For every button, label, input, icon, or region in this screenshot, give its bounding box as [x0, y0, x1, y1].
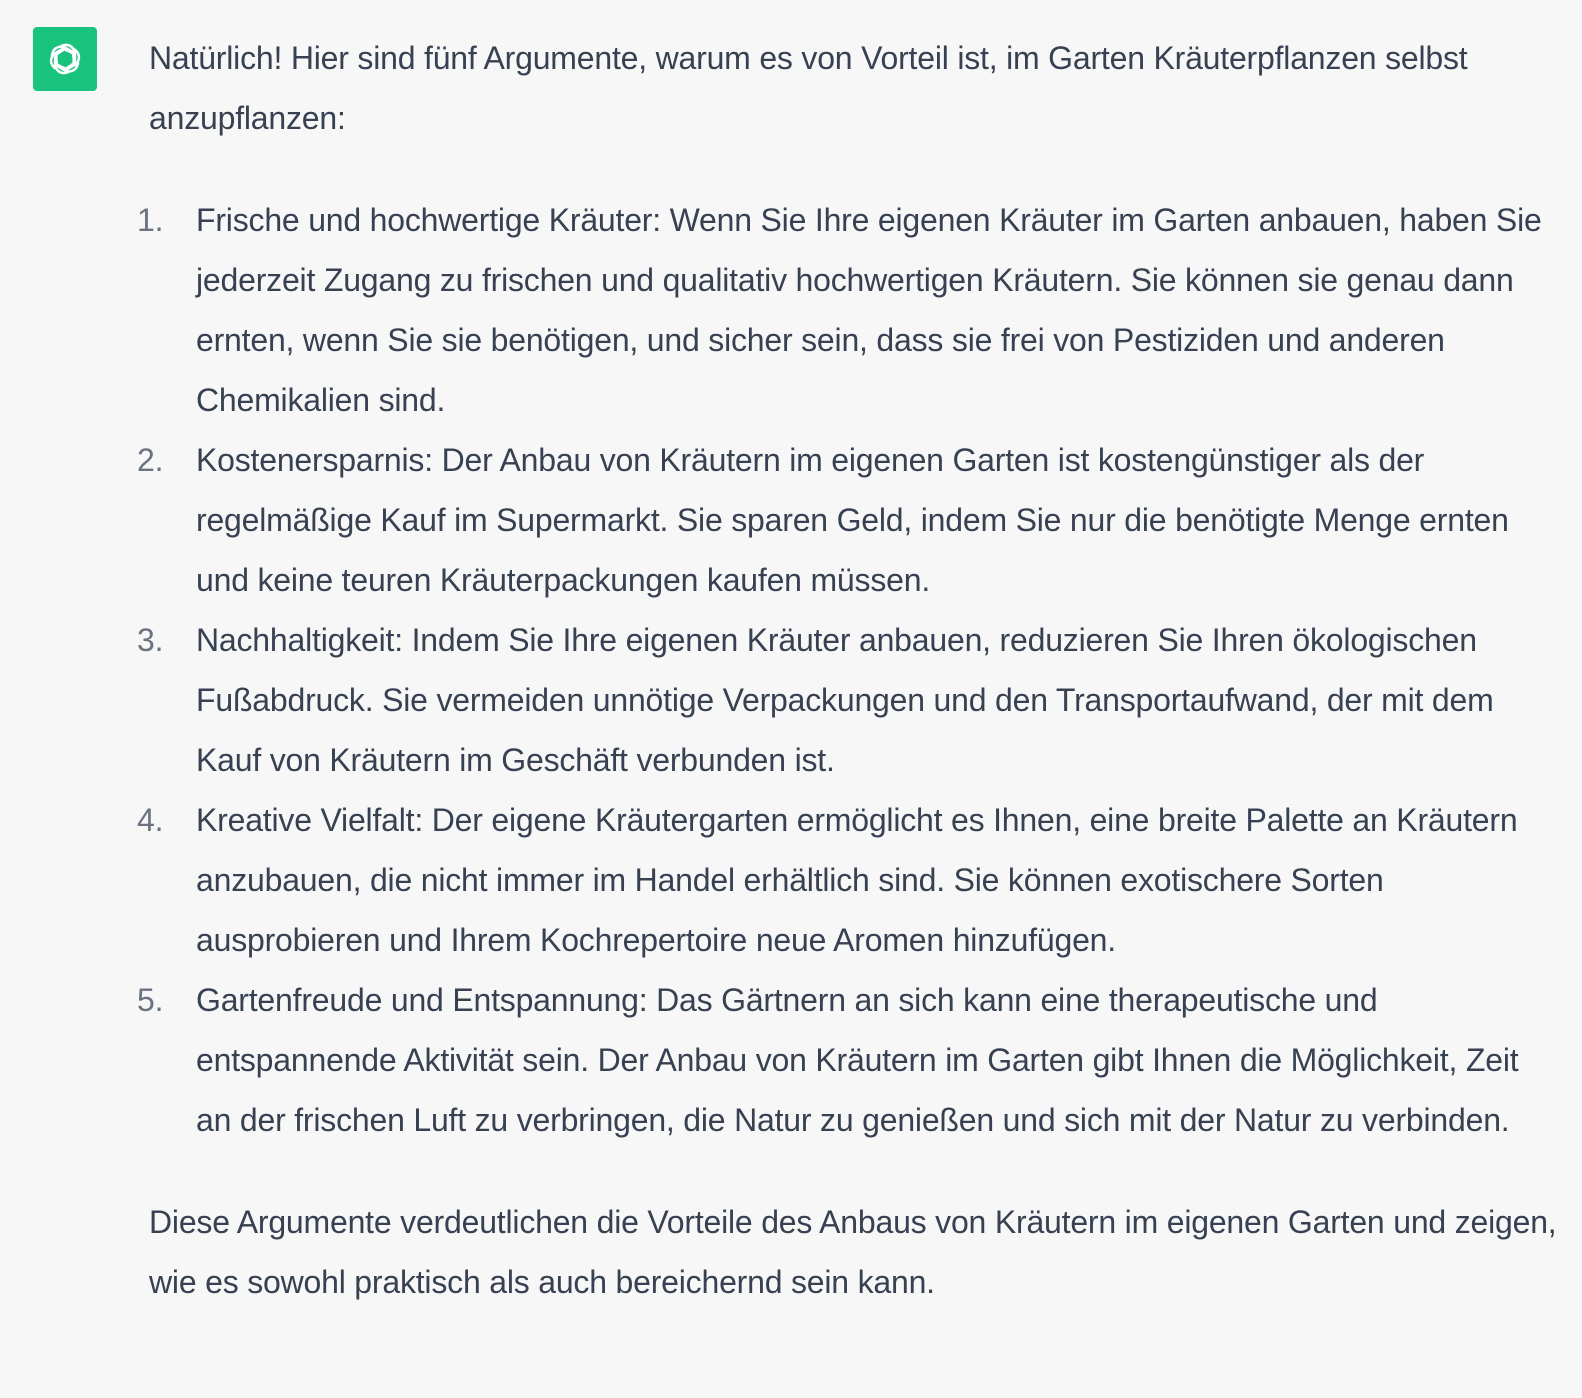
- openai-logo-icon: [44, 38, 86, 80]
- list-item-text: Kreative Vielfalt: Der eigene Kräutergarten ermöglicht es Ihnen, eine breite Palette an Kräutern anzubauen, die nicht immer im Handel erhältlich sind. Sie können exotischere Sorten ausprobieren und Ihrem Kochrepertoire neue Aromen hinzufügen.: [196, 802, 1518, 958]
- list-item-text: Gartenfreude und Entspannung: Das Gärtnern an sich kann eine therapeutische und entspannende Aktivität sein. Der Anbau von Kräutern im Garten gibt Ihnen die Möglichkeit, Zeit an der frischen Luft zu verbringen, die Natur zu genießen und sich mit der Natur zu verbinden.: [196, 982, 1519, 1138]
- list-item-number: 5.: [137, 982, 164, 1018]
- list-item-number: 2.: [137, 442, 164, 478]
- list-item: [137, 790, 1559, 970]
- message-outro: Diese Argumente verdeutlichen die Vorteile des Anbaus von Kräutern im eigenen Garten und zeigen, wie es sowohl praktisch als auch bereichernd sein kann.: [149, 1204, 1557, 1300]
- list-item-text: Nachhaltigkeit: Indem Sie Ihre eigenen Kräuter anbauen, reduzieren Sie Ihren ökologischen Fußabdruck. Sie vermeiden unnötige Verpackungen und den Transportaufwand, der mit dem Kauf von Kräutern im Geschäft verbunden ist.: [196, 622, 1494, 778]
- list-item-text: Kostenersparnis: Der Anbau von Kräutern im eigenen Garten ist kostengünstiger als der regelmäßige Kauf im Supermarkt. Sie sparen Geld, indem Sie nur die benötigte Menge ernten und keine teuren Kräuterpackungen kaufen müssen.: [196, 442, 1509, 598]
- message-content: [137, 28, 1559, 1312]
- list-item: [137, 430, 1559, 610]
- list-item-text: Frische und hochwertige Kräuter: Wenn Sie Ihre eigenen Kräuter im Garten anbauen, haben Sie jederzeit Zugang zu frischen und qualitativ hochwertigen Kräutern. Sie können sie genau dann ernten, wenn Sie sie benötigen, und sicher sein, dass sie frei von Pestiziden und anderen Chemikalien sind.: [196, 202, 1542, 418]
- assistant-avatar: [33, 27, 97, 91]
- list-item: [137, 190, 1559, 430]
- list-item-number: 4.: [137, 802, 164, 838]
- argument-list: [137, 190, 1559, 1150]
- list-item: [137, 610, 1559, 790]
- list-item: [137, 970, 1559, 1150]
- list-item-number: 1.: [137, 202, 164, 238]
- list-item-number: 3.: [137, 622, 164, 658]
- message-intro: Natürlich! Hier sind fünf Argumente, warum es von Vorteil ist, im Garten Kräuterpflanzen selbst anzupflanzen:: [149, 40, 1468, 136]
